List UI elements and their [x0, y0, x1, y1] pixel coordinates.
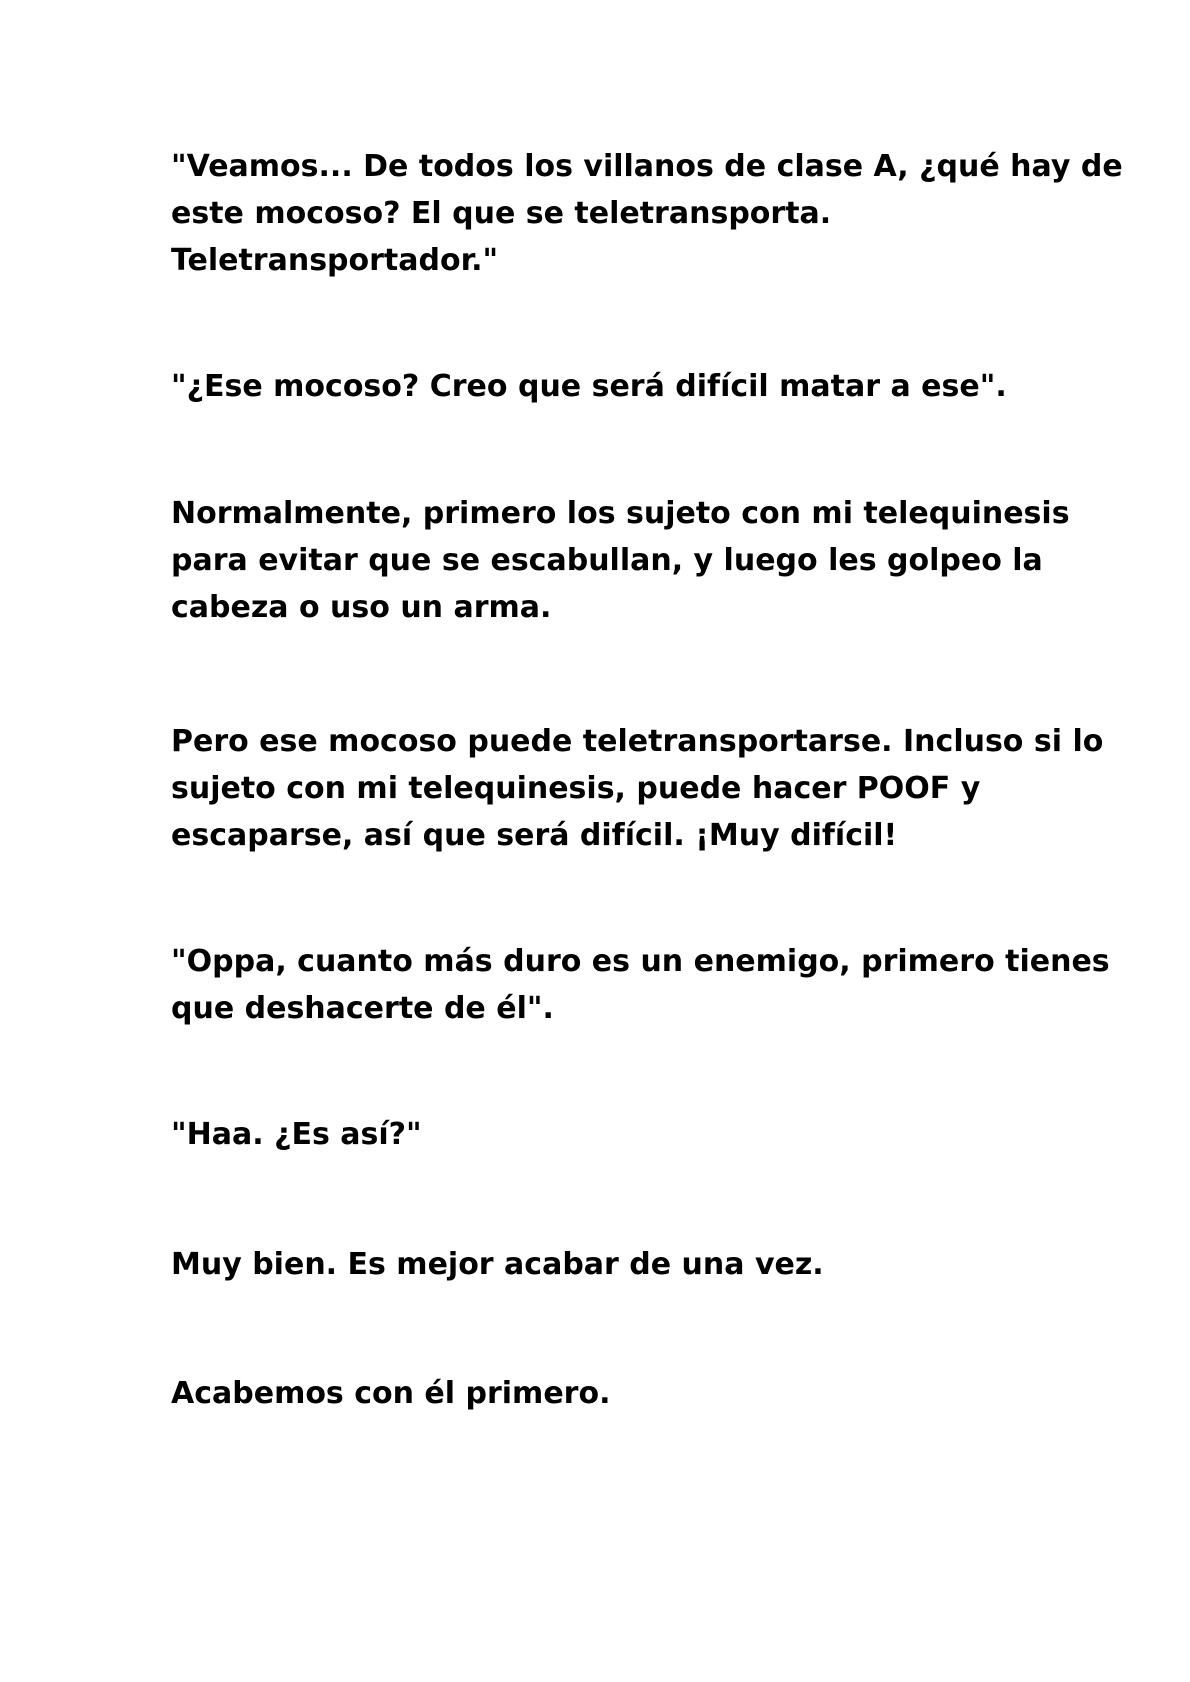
paragraph-line: que deshacerte de él". — [171, 991, 554, 1026]
paragraph-2 — [171, 363, 1031, 410]
paragraph-4 — [171, 718, 1104, 859]
paragraph-line: para evitar que se escabullan, y luego les golpeo la — [171, 543, 1043, 578]
paragraph-8 — [171, 1370, 1031, 1417]
paragraph-3 — [171, 490, 1070, 631]
paragraph-line: Normalmente, primero los sujeto con mi telequinesis — [171, 496, 1070, 531]
paragraph-line: Pero ese mocoso puede teletransportarse. Incluso si lo — [171, 724, 1104, 759]
paragraph-line: "Oppa, cuanto más duro es un enemigo, primero tienes — [171, 944, 1110, 979]
paragraph-line: Teletransportador." — [171, 243, 499, 278]
paragraph-line: cabeza o uso un arma. — [171, 590, 552, 625]
paragraph-line: "Haa. ¿Es así?" — [171, 1117, 422, 1152]
paragraph-line: sujeto con mi telequinesis, puede hacer POOF y — [171, 771, 981, 806]
paragraph-7 — [171, 1241, 1031, 1288]
paragraph-line: este mocoso? El que se teletransporta. — [171, 196, 832, 231]
paragraph-line: escaparse, así que será difícil. ¡Muy difícil! — [171, 818, 898, 853]
paragraph-line: Muy bien. Es mejor acabar de una vez. — [171, 1247, 824, 1282]
paragraph-line: "¿Ese mocoso? Creo que será difícil matar a ese". — [171, 369, 1007, 404]
paragraph-5 — [171, 938, 1110, 1032]
paragraph-6 — [171, 1111, 1031, 1158]
paragraph-line: Acabemos con él primero. — [171, 1376, 611, 1411]
paragraph-line: "Veamos... De todos los villanos de clase A, ¿qué hay de — [171, 149, 1123, 184]
paragraph-1 — [171, 143, 1123, 284]
